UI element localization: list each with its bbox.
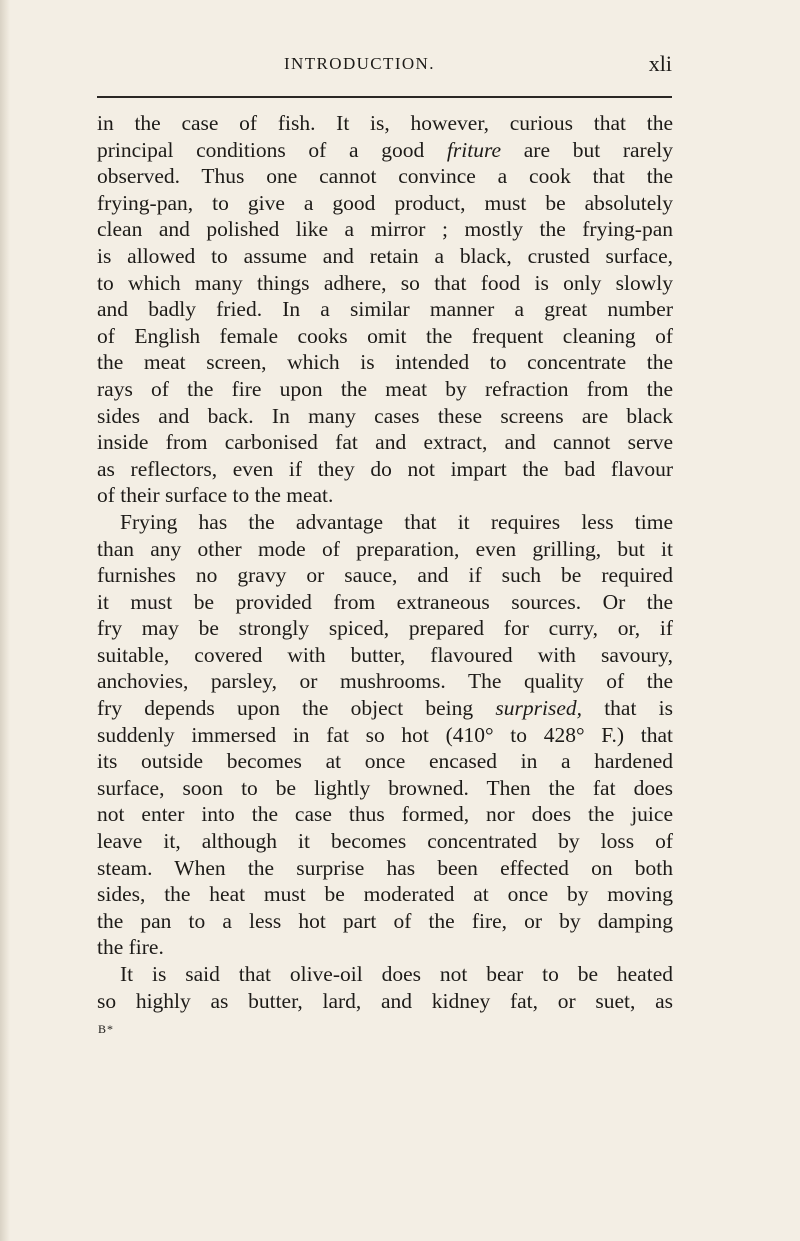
text-line [97,536,673,563]
text-segment: fry may be strongly spiced, prepared for curry, or, if [97,616,673,641]
text-line [97,589,673,616]
text-segment: leave it, although it becomes concentrated by loss of [97,829,673,854]
text-segment: its outside becomes at once encased in a hardened [97,749,673,774]
text-segment: rays of the fire upon the meat by refraction from the [97,376,673,401]
signature-mark: B* [98,1022,115,1036]
text-line [97,748,673,775]
text-line [97,509,673,536]
text-segment: sides, the heat must be moderated at once by moving [97,882,673,907]
text-segment: not enter into the case thus formed, nor does the juice [97,802,673,827]
text-line [97,429,673,456]
text-segment: anchovies, parsley, or mushrooms. The quality of the [97,669,673,694]
text-segment: inside from carbonised fat and extract, and cannot serve [97,430,673,455]
running-head: INTRODUCTION. [284,54,435,73]
text-segment: the pan to a less hot part of the fire, or by damping [97,908,673,933]
text-segment: than any other mode of preparation, even grilling, but it [97,536,673,561]
text-segment: clean and polished like a mirror ; mostly the frying-pan [97,217,673,242]
text-segment: the fire. [97,935,164,960]
text-segment: sides and back. In many cases these screens are black [97,403,673,428]
italic-text: surprised, [495,696,582,721]
text-segment: It is said that olive-oil does not bear to be heated [120,962,673,986]
text-segment: surface, soon to be lightly browned. Then the fat does [97,775,673,800]
text-line [97,642,673,669]
italic-text: friture [446,137,502,162]
text-line [97,110,673,137]
text-segment: Frying has the advantage that it requires less time [120,509,673,534]
text-segment: steam. When the surprise has been effected on both [97,855,673,880]
paragraph [97,961,673,1014]
text-line [97,456,673,483]
text-line [97,137,673,164]
text-line [97,163,673,190]
text-segment: of English female cooks omit the frequent cleaning of [97,323,673,348]
page-number: xli [648,51,672,76]
text-line [97,855,673,882]
text-segment: observed. Thus one cannot convince a cook that the [97,164,673,189]
text-segment: are but rarely [501,137,673,162]
text-line [97,961,673,988]
text-segment: is allowed to assume and retain a black, crusted surface, [97,243,673,268]
text-line [97,775,673,802]
text-segment: so highly as butter, lard, and kidney fat, or suet, as [97,988,673,1013]
text-line [97,988,673,1015]
text-line [97,296,673,323]
text-line [97,349,673,376]
paragraph [97,110,673,509]
text-line [97,270,673,297]
text-line [97,190,673,217]
text-line [97,695,673,722]
text-line [97,615,673,642]
text-line [97,881,673,908]
body-text [97,110,673,1014]
text-line [97,908,673,935]
page-header [98,51,672,80]
text-line [97,668,673,695]
text-segment: that is [581,696,673,721]
text-segment: frying-pan, to give a good product, must be absolutely [97,190,673,215]
text-segment: principal conditions of a good [97,137,447,162]
text-line [97,722,673,749]
text-line [97,934,673,961]
text-line [97,801,673,828]
text-line [97,482,673,509]
text-segment: it must be provided from extraneous sources. Or the [97,589,673,614]
text-segment: furnishes no gravy or sauce, and if such be required [97,563,673,588]
header-rule [97,96,672,98]
text-line [97,403,673,430]
text-line [97,376,673,403]
text-segment: in the case of fish. It is, however, curious that the [97,111,673,135]
text-line [97,323,673,350]
text-segment: to which many things adhere, so that food is only slowly [97,270,673,295]
text-line [97,562,673,589]
text-segment: and badly fried. In a similar manner a great number [97,297,673,322]
paragraph [97,509,673,961]
text-segment: suddenly immersed in fat so hot (410° to 428° F.) that [97,722,673,747]
text-segment: suitable, covered with butter, flavoured with savoury, [97,642,673,667]
text-line [97,828,673,855]
text-segment: of their surface to the meat. [97,483,334,508]
text-segment: as reflectors, even if they do not impart the bad flavour [97,456,673,481]
text-line [97,243,673,270]
text-segment: the meat screen, which is intended to concentrate the [97,350,673,375]
text-segment: fry depends upon the object being [97,696,496,721]
text-line [97,216,673,243]
